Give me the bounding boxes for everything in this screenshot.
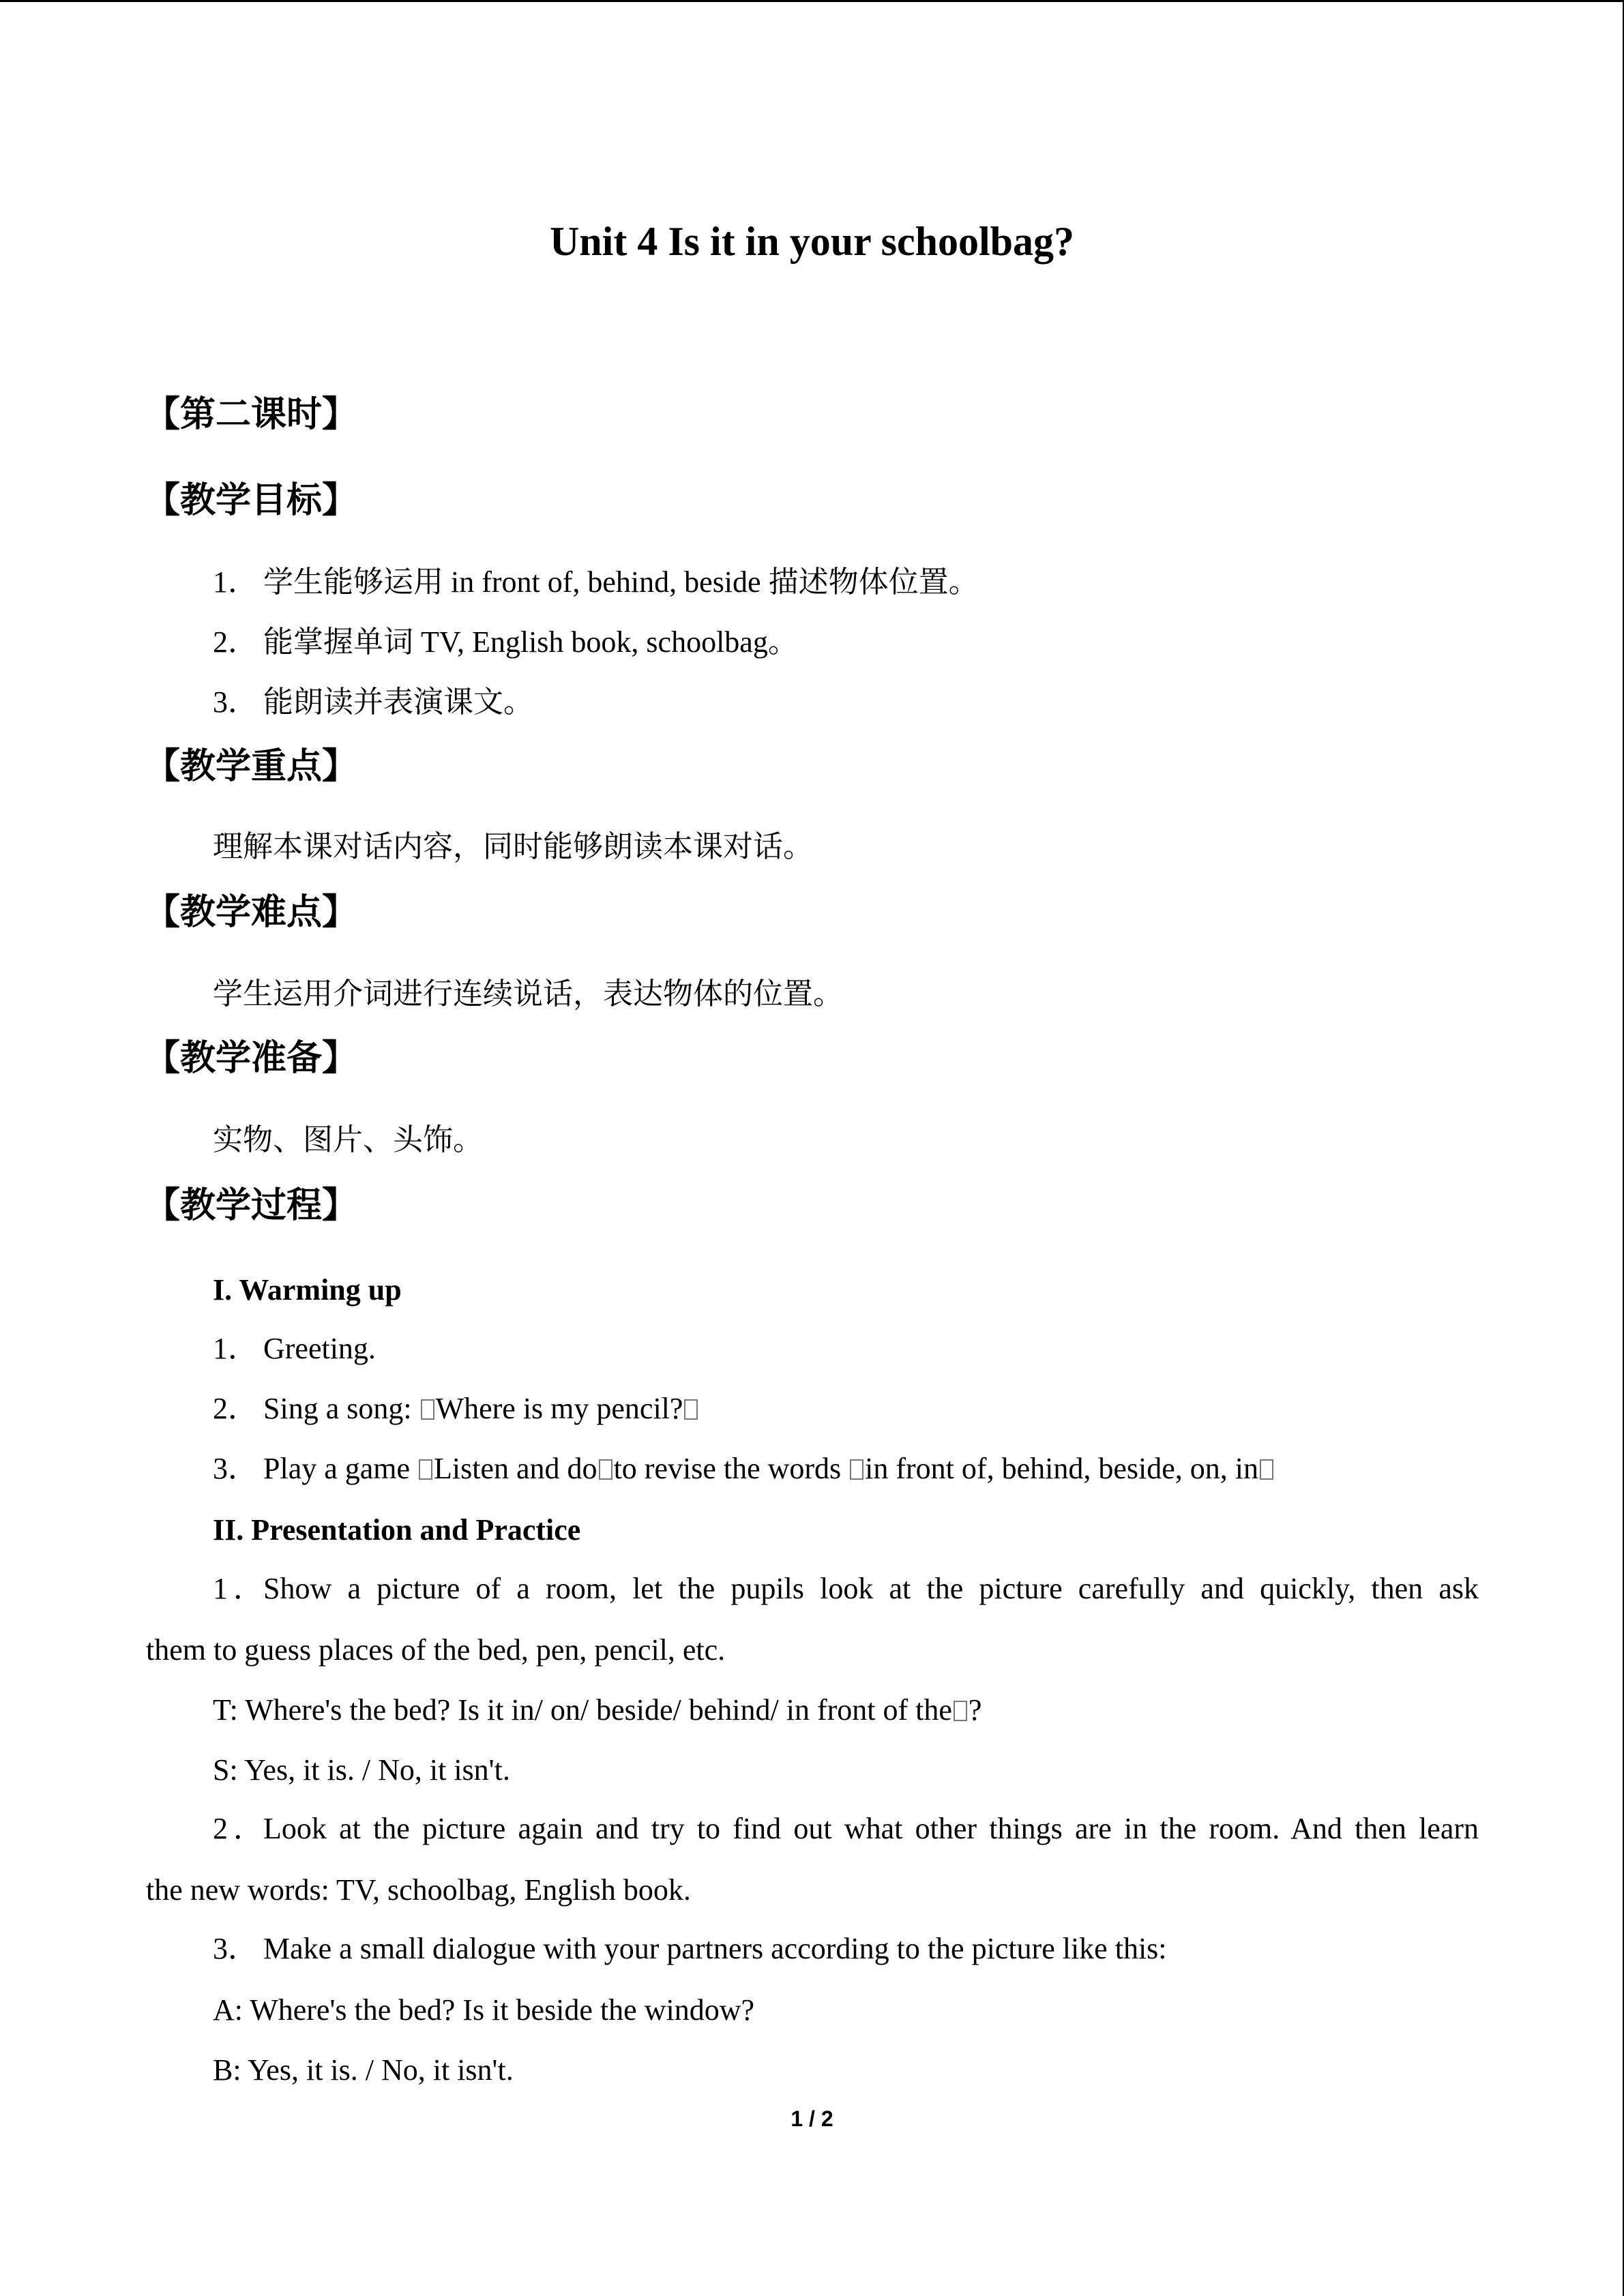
heading-objectives: 【教学目标】 — [145, 480, 358, 521]
missing-glyph-box — [421, 1399, 434, 1420]
difficulties-text: 学生运用介词进行连续说话，表达物体的位置。 — [213, 977, 843, 1011]
missing-glyph-box — [954, 1701, 967, 1721]
objective-number: 2． — [213, 625, 258, 659]
key-points-text: 理解本课对话内容，同时能够朗读本课对话。 — [213, 830, 813, 863]
preparation-text: 实物、图片、头饰。 — [213, 1123, 483, 1157]
objective-number: 1． — [213, 565, 258, 599]
heading-period: 【第二课时】 — [145, 394, 358, 435]
step-text: Look at the picture again and try to find out what other things are in the room. And then learn — [263, 1812, 1479, 1845]
game-name: Listen and do — [434, 1452, 597, 1485]
missing-glyph-box — [1260, 1459, 1273, 1480]
page-border-top — [0, 0, 1624, 2]
step-text: Show a picture of a room, let the pupils look at the picture carefully and quickly, then ask — [263, 1572, 1479, 1605]
dialogue-line-b: B: Yes, it is. / No, it isn't. — [213, 2053, 514, 2087]
page-number: 1 / 2 — [791, 2106, 833, 2131]
warming-up-item — [213, 1326, 376, 1372]
step-number: 1． — [213, 1572, 263, 1605]
objective-text: 能掌握单词 TV, English book, schoolbag。 — [263, 625, 798, 659]
warming-up-item — [213, 1386, 699, 1432]
step2-line2: the new words: TV, schoolbag, English book. — [146, 1873, 691, 1907]
objective-text: 学生能够运用 in front of, behind, beside 描述物体位置。 — [263, 565, 979, 599]
step-text: Make a small dialogue with your partners according to the picture like this: — [263, 1932, 1167, 1965]
step-number: 3． — [213, 1932, 258, 1965]
item-text: Sing a song: — [263, 1392, 419, 1425]
student-line: S: Yes, it is. / No, it isn't. — [213, 1753, 510, 1787]
teacher-line — [213, 1687, 981, 1733]
objective-number: 3． — [213, 685, 258, 719]
missing-glyph-box — [850, 1459, 863, 1480]
step1-line1 — [213, 1566, 1479, 1612]
item-number: 3． — [213, 1452, 258, 1485]
item-number: 2． — [213, 1392, 258, 1425]
dialogue-line-a: A: Where's the bed? Is it beside the window? — [213, 1993, 754, 2027]
objective-text: 能朗读并表演课文。 — [263, 685, 533, 719]
item-text: Greeting. — [263, 1332, 376, 1365]
missing-glyph-box — [684, 1399, 698, 1420]
teacher-question-end: ? — [968, 1693, 982, 1727]
missing-glyph-box — [599, 1459, 612, 1480]
missing-glyph-box — [419, 1459, 432, 1480]
heading-key-points: 【教学重点】 — [145, 746, 358, 787]
objective-item — [213, 679, 533, 726]
step3-line — [213, 1926, 1167, 1972]
song-title: Where is my pencil? — [435, 1392, 683, 1425]
teacher-question: T: Where's the bed? Is it in/ on/ beside/ behind/ in front of the — [213, 1693, 952, 1727]
step1-line2: them to guess places of the bed, pen, pencil, etc. — [146, 1633, 726, 1667]
word-list: in front of, behind, beside, on, in — [865, 1452, 1258, 1485]
item-number: 1． — [213, 1332, 258, 1365]
objective-item — [213, 619, 798, 666]
heading-difficulties: 【教学难点】 — [145, 892, 358, 933]
item-text: to revise the words — [613, 1452, 849, 1485]
step2-line1 — [213, 1806, 1479, 1852]
warming-up-item — [213, 1446, 1275, 1492]
presentation-heading: II. Presentation and Practice — [213, 1513, 581, 1547]
heading-preparation: 【教学准备】 — [145, 1038, 358, 1079]
step-number: 2． — [213, 1812, 263, 1845]
warming-up-heading: I. Warming up — [213, 1273, 402, 1307]
heading-process: 【教学过程】 — [145, 1185, 358, 1226]
objective-item — [213, 559, 979, 606]
document-title: Unit 4 Is it in your schoolbag? — [549, 219, 1075, 264]
item-text: Play a game — [263, 1452, 418, 1485]
